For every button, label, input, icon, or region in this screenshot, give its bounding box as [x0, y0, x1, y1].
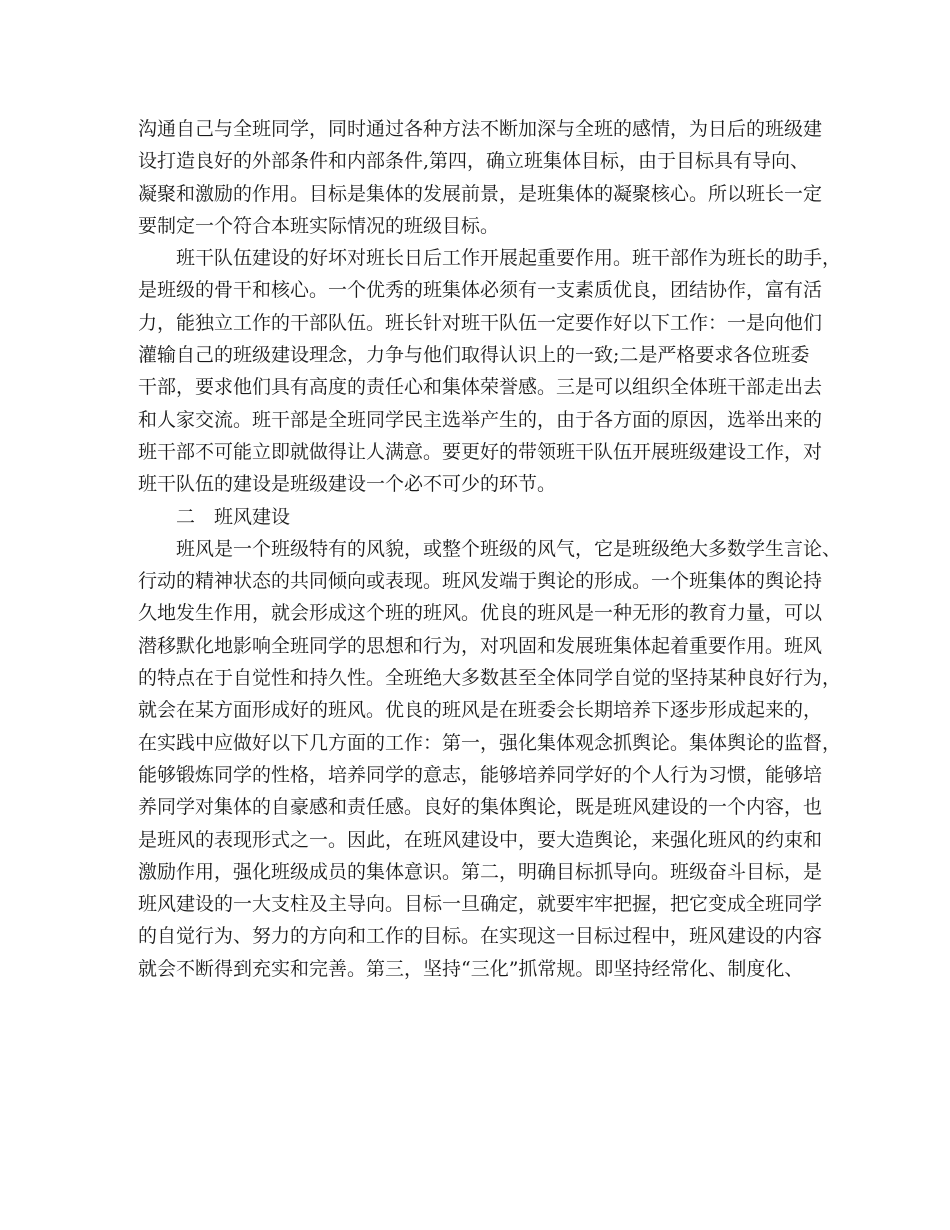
- paragraph-1-line-2: 设打造良好的外部条件和内部条件,第四，确立班集体目标，由于目标具有导向、: [138, 150, 810, 173]
- section-heading: 二 班风建设: [176, 505, 291, 528]
- paragraph-3-line-12: 班风建设的一大支柱及主导向。目标一旦确定，就要牢牢把握，把它变成全班同学: [138, 893, 823, 916]
- paragraph-2-line-4: 灌输自己的班级建设理念，力争与他们取得认识上的一致;二是严格要求各位班委: [138, 344, 810, 367]
- paragraph-2-line-8: 班干队伍的建设是班级建设一个必不可少的环节。: [138, 473, 557, 496]
- paragraph-1-line-4: 要制定一个符合本班实际情况的班级目标。: [138, 214, 500, 237]
- paragraph-3-line-14: 就会不断得到充实和完善。第三，坚持“三化”抓常规。即坚持经常化、制度化、: [138, 957, 804, 980]
- paragraph-2-line-6: 和人家交流。班干部是全班同学民主选举产生的，由于各方面的原因，选举出来的: [138, 408, 823, 431]
- paragraph-3-line-13: 的自觉行为、努力的方向和工作的目标。在实现这一目标过程中，班风建设的内容: [138, 925, 823, 948]
- paragraph-3-line-5: 的特点在于自觉性和持久性。全班绝大多数甚至全体同学自觉的坚持某种良好行为，: [138, 667, 842, 690]
- paragraph-3-line-3: 久地发生作用，就会形成这个班的班风。优良的班风是一种无形的教育力量，可以: [138, 602, 823, 625]
- document-body: [138, 113, 842, 985]
- paragraph-2-line-7: 班干部不可能立即就做得让人满意。要更好的带领班干队伍开展班级建设工作，对: [138, 440, 823, 463]
- paragraph-3-line-11: 激励作用，强化班级成员的集体意识。第二，明确目标抓导向。班级奋斗目标，是: [138, 860, 823, 883]
- paragraph-3-line-1: 班风是一个班级特有的风貌，或整个班级的风气，它是班级绝大多数学生言论、: [176, 537, 842, 560]
- paragraph-1-line-1: 沟通自己与全班同学，同时通过各种方法不断加深与全班的感情，为日后的班级建: [138, 118, 823, 140]
- paragraph-2-line-1: 班干队伍建设的好坏对班长日后工作开展起重要作用。班干部作为班长的助手，: [176, 247, 842, 270]
- paragraph-2-line-3: 力，能独立工作的干部队伍。班长针对班干队伍一定要作好以下工作：一是向他们: [138, 311, 823, 334]
- paragraph-3-line-6: 就会在某方面形成好的班风。优良的班风是在班委会长期培养下逐步形成起来的，: [138, 699, 823, 722]
- paragraph-3-line-7: 在实践中应做好以下几方面的工作：第一，强化集体观念抓舆论。集体舆论的监督，: [138, 731, 842, 754]
- paragraph-2-line-5: 干部，要求他们具有高度的责任心和集体荣誉感。三是可以组织全体班干部走出去: [138, 376, 823, 399]
- paragraph-3-line-10: 是班风的表现形式之一。因此，在班风建设中，要大造舆论，来强化班风的约束和: [138, 828, 823, 851]
- paragraph-2-line-2: 是班级的骨干和核心。一个优秀的班集体必须有一支素质优良，团结协作，富有活: [138, 279, 823, 302]
- paragraph-3-line-4: 潜移默化地影响全班同学的思想和行为，对巩固和发展班集体起着重要作用。班风: [138, 634, 823, 657]
- paragraph-3-line-2: 行动的精神状态的共同倾向或表现。班风发端于舆论的形成。一个班集体的舆论持: [138, 570, 823, 593]
- paragraph-3-line-8: 能够锻炼同学的性格，培养同学的意志，能够培养同学好的个人行为习惯，能够培: [138, 763, 823, 786]
- paragraph-1-line-3: 凝聚和激励的作用。目标是集体的发展前景，是班集体的凝聚核心。所以班长一定: [138, 182, 823, 205]
- paragraph-3-line-9: 养同学对集体的自豪感和责任感。良好的集体舆论，既是班风建设的一个内容，也: [138, 796, 823, 819]
